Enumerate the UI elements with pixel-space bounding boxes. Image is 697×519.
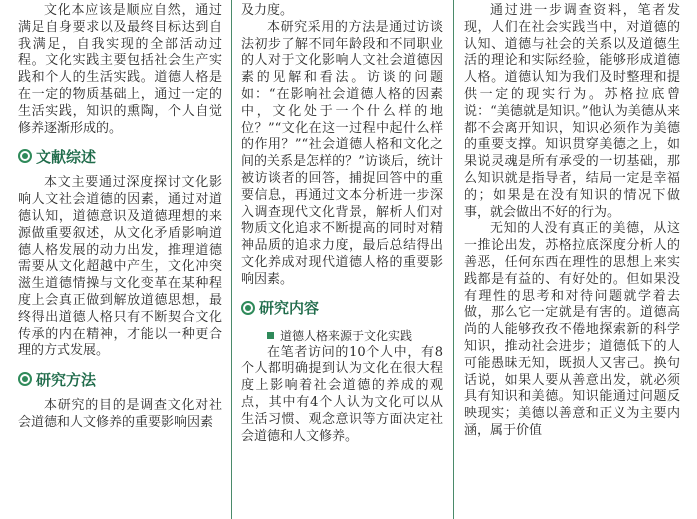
paragraph: 通过进一步调查资料，笔者发现，人们在社会实践当中，对道德的认知、道德与社会的关系以及道德生活的理论和实际经验，能够形成道德人格。道德认知为我们及时整理和提供一定的现实行为。苏格拉底曾说：“美德就是知识。”他认为美德从来都不会离开知识，知识必须作为美德的重要支撑。知识贯穿美德之上，如果说灵魂是所有承受的一切基础，那么知识就是指导者，结局一定是幸福的；如果是在没有知识的情况下做事，就会做出不好的行为。 — [464, 3, 680, 220]
paragraph: 及力度。 — [241, 3, 294, 18]
paragraph: 本研究采用的方法是通过访谈法初步了解不同年龄段和不同职业的人对于文化影响人文社会道德因素的见解和看法。访谈的问题如：“在影响社会道德人格的因素中，文化处于一个什么样的地位？”“文化在这一过程中起什么样的作用？”“社会道德人格和文化之间的关系是怎样的？”访谈后，统计被访谈者的回答，捕捉回答中的重要信息，再通过文本分析进一步深入调查现代文化背景，解析人们对物质文化追求不断提高的同时对精神品质的追求力度，最后总结得出文化养成对现代道德人格的重要影响因素。 — [241, 19, 443, 287]
paragraph: 文化本应该是顺应自然，通过满足自身要求以及最终目标达到自我满足，自我实现的全部活动过程。文化实践主要包括社会生产实践和个人的生活实践。道德人格是在一定的物质基础上，通过一定的生活实践，知识的熏陶，个人自觉修养逐渐形成的。 — [18, 3, 222, 136]
subheading-label: 道德人格来源于文化实践 — [280, 329, 413, 344]
paragraph: 在笔者访问的10个人中，有8个人都明确提到认为文化在很大程度上影响着社会道德的养成的观点，其中有4个人认为文化可以从生活习惯、观念意识等方面决定社会道德和人文修养。 — [241, 344, 443, 444]
column-2 — [241, 0, 443, 519]
section-heading-content — [241, 297, 443, 319]
column-1 — [18, 0, 222, 519]
section-heading-methods — [18, 368, 222, 390]
square-bullet-icon — [267, 332, 274, 339]
section-heading-label: 研究方法 — [36, 370, 97, 389]
circle-bullet-icon — [18, 149, 32, 163]
subheading — [241, 327, 443, 345]
column-divider — [453, 0, 454, 519]
section-heading-label: 研究内容 — [259, 299, 320, 318]
column-3 — [464, 0, 680, 519]
circle-bullet-icon — [18, 372, 32, 386]
paragraph: 本文主要通过深度探讨文化影响人文社会道德的因素，通过对道德认知，道德意识及道德理想的来源做重要叙述，从文化矛盾影响道德人格发展的动力出发，推理道德需要从文化超越中产生，文化冲突滋生道德情操与文化变革在某种程度上会真正做到解放道德思想，最终得出道德人格只有不断契合文化传承的内在精神，才能以一种更合理的方式发展。 — [18, 175, 222, 359]
section-heading-label: 文献综述 — [36, 147, 97, 166]
section-heading-literature-review — [18, 145, 222, 167]
circle-bullet-icon — [241, 301, 255, 315]
column-divider — [231, 0, 232, 519]
paragraph: 本研究的目的是调查文化对社会道德和人文修养的重要影响因素 — [18, 398, 222, 430]
paragraph: 无知的人没有真正的美德，从这一推论出发，苏格拉底深度分析人的善恶，任何东西在理性的思想上来实践都是有益的、有好处的。但如果没有理性的思考和对待问题就学着去做，那么它一定就是有害的。道德高尚的人能够孜孜不倦地探索新的科学知识，推动社会进步；道德低下的人可能愚昧无知，既损人又害己。换句话说，如果人要从善意出发，就必须具有知识和美德。知识能通过问题反映现实；美德以善意和正义为主要内涵，属于价值 — [464, 221, 680, 438]
